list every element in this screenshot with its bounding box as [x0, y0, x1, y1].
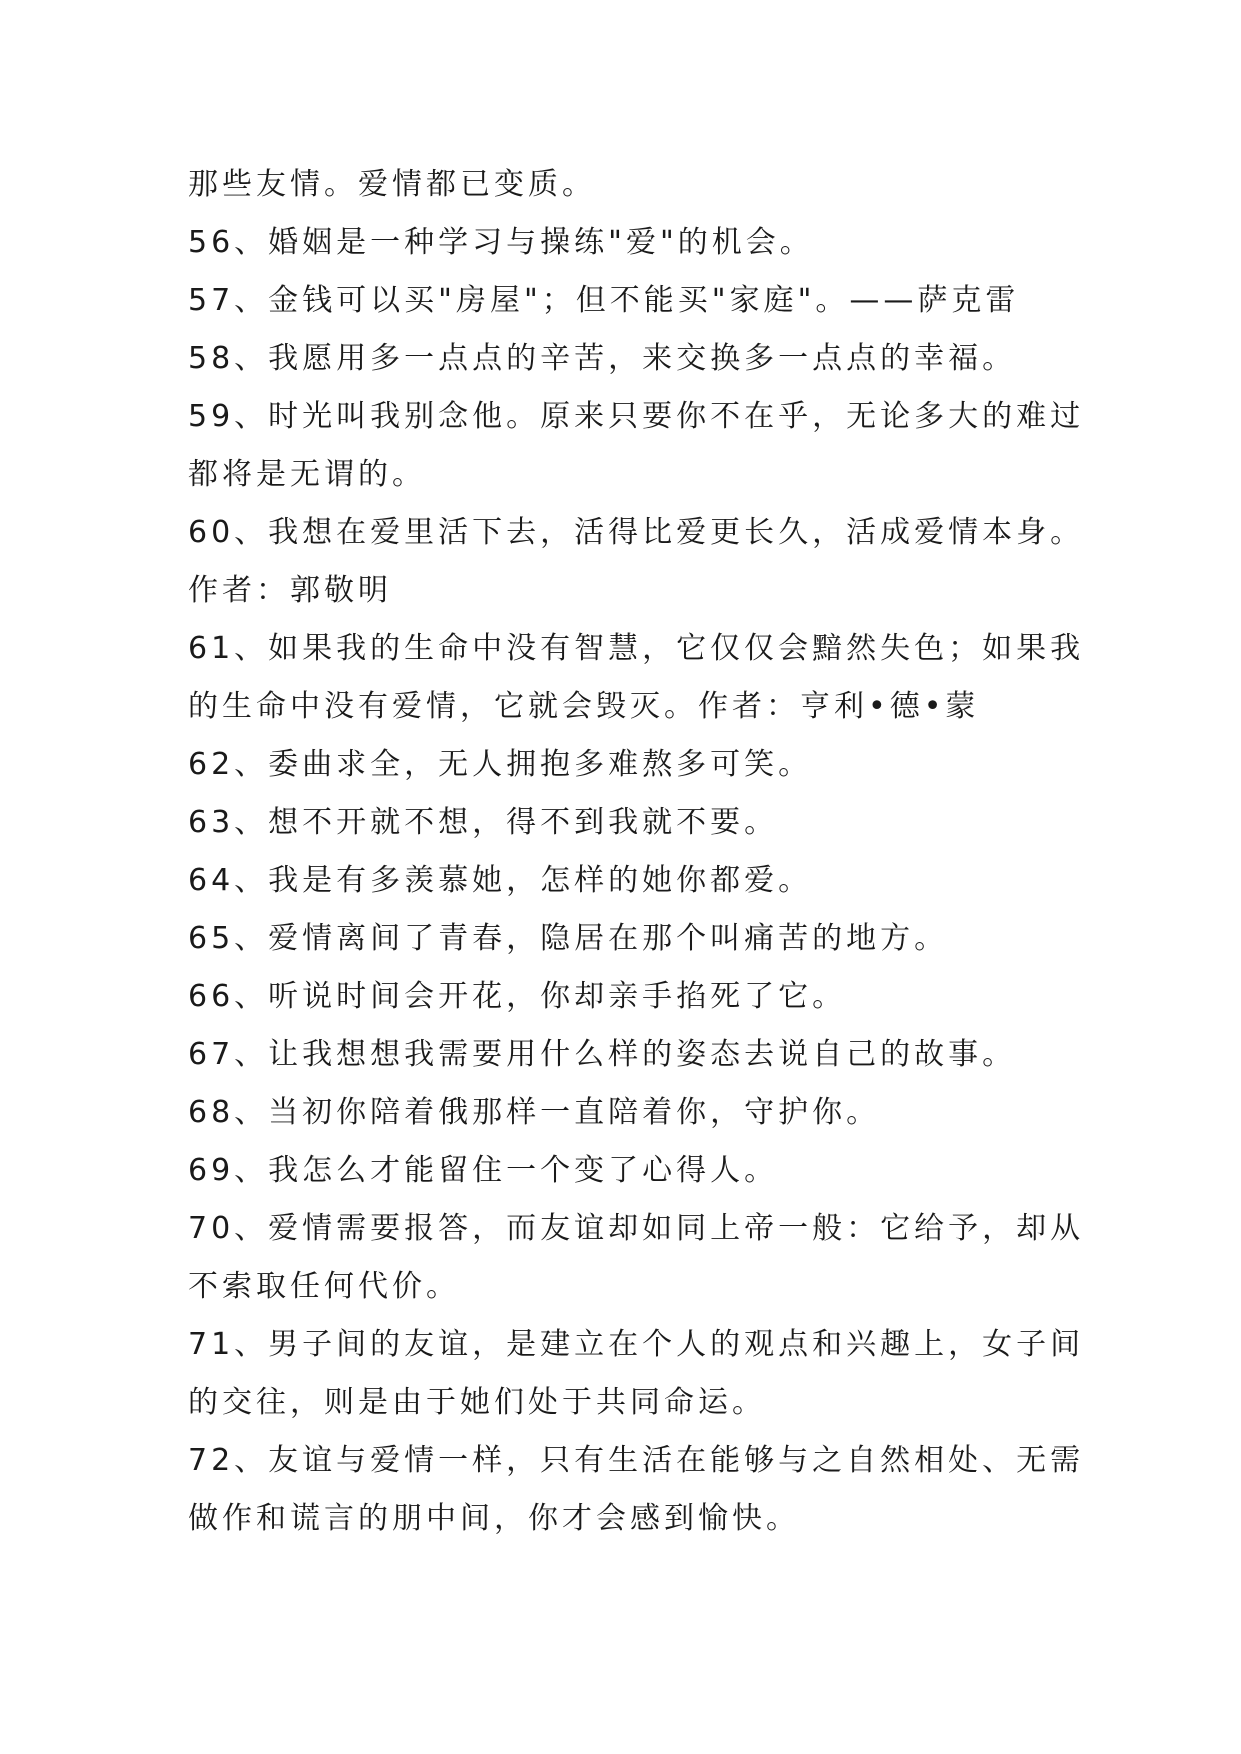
text-line: 57、金钱可以买"房屋"；但不能买"家庭"。——萨克雷	[188, 283, 1020, 318]
text-line: 62、委曲求全，无人拥抱多难熬多可笑。	[188, 747, 813, 782]
text-line: 64、我是有多羡慕她，怎样的她你都爱。	[188, 863, 813, 898]
text-line: 作者：郭敬明	[188, 573, 392, 608]
text-line: 58、我愿用多一点点的辛苦，来交换多一点点的幸福。	[188, 341, 1017, 376]
text-line: 63、想不开就不想，得不到我就不要。	[188, 805, 779, 840]
text-line: 68、当初你陪着俄那样一直陪着你，守护你。	[188, 1095, 881, 1130]
text-line: 59、时光叫我别念他。原来只要你不在乎，无论多大的难过	[188, 399, 1085, 434]
text-line: 65、爱情离间了青春，隐居在那个叫痛苦的地方。	[188, 921, 949, 956]
text-line: 71、男子间的友谊，是建立在个人的观点和兴趣上，女子间	[188, 1327, 1085, 1362]
text-line: 66、听说时间会开花，你却亲手掐死了它。	[188, 979, 847, 1014]
text-line: 72、友谊与爱情一样，只有生活在能够与之自然相处、无需	[188, 1443, 1085, 1478]
text-line: 67、让我想想我需要用什么样的姿态去说自己的故事。	[188, 1037, 1017, 1072]
text-line: 做作和谎言的朋中间，你才会感到愉快。	[188, 1501, 800, 1536]
text-line: 的生命中没有爱情，它就会毁灭。作者：亨利•德•蒙	[188, 689, 980, 724]
text-line: 60、我想在爱里活下去，活得比爱更长久，活成爱情本身。	[188, 515, 1085, 550]
text-line: 都将是无谓的。	[188, 457, 426, 492]
text-line: 61、如果我的生命中没有智慧，它仅仅会黯然失色；如果我	[188, 631, 1085, 666]
text-line: 不索取任何代价。	[188, 1269, 460, 1304]
text-line: 69、我怎么才能留住一个变了心得人。	[188, 1153, 779, 1188]
text-line: 的交往，则是由于她们处于共同命运。	[188, 1385, 766, 1420]
document-body	[188, 156, 1088, 1548]
text-line: 70、爱情需要报答，而友谊却如同上帝一般：它给予，却从	[188, 1211, 1085, 1246]
text-line: 那些友情。爱情都已变质。	[188, 167, 596, 202]
text-line: 56、婚姻是一种学习与操练"爱"的机会。	[188, 225, 814, 260]
